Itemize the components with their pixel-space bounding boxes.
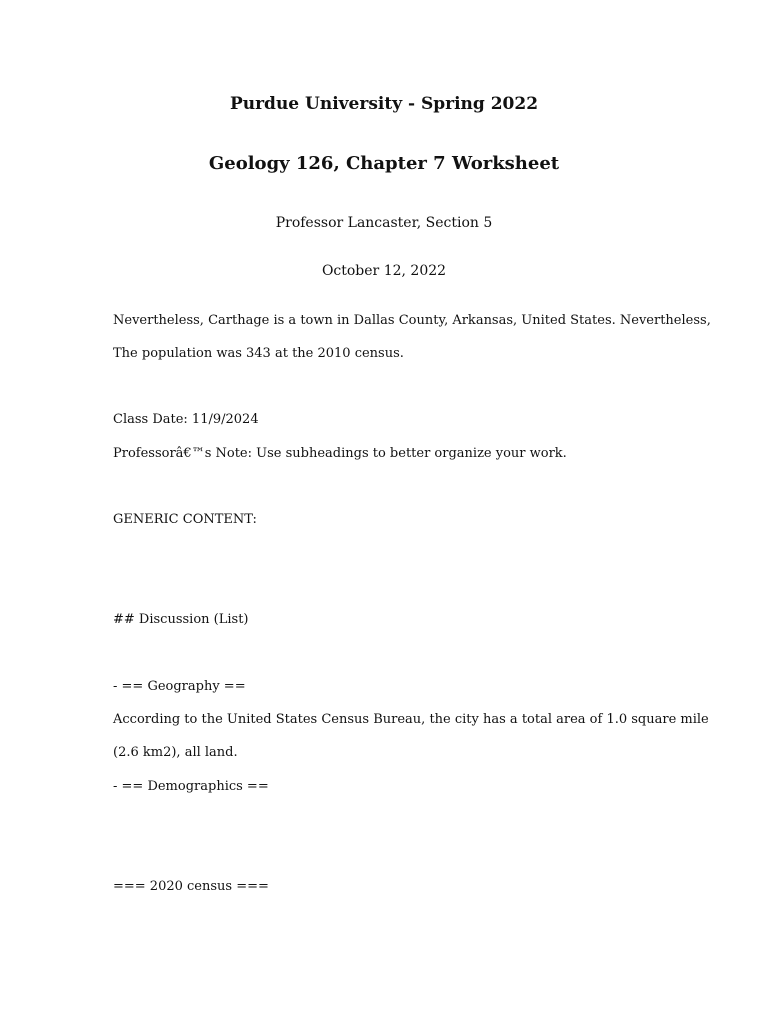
geography-text-2: (2.6 km2), all land. bbox=[113, 745, 238, 760]
university-heading: Purdue University - Spring 2022 bbox=[229, 94, 539, 114]
census-heading: === 2020 census === bbox=[113, 879, 269, 894]
date-line: October 12, 2022 bbox=[321, 263, 447, 279]
discussion-heading: ## Discussion (List) bbox=[113, 612, 249, 627]
geography-item: - == Geography == bbox=[113, 679, 246, 694]
demographics-item: - == Demographics == bbox=[113, 779, 269, 794]
geography-text-1: According to the United States Census Bureau, the city has a total area of 1.0 square mile bbox=[113, 712, 709, 727]
intro-line-1: Nevertheless, Carthage is a town in Dallas County, Arkansas, United States. Nevertheless, bbox=[113, 313, 711, 328]
class-date: Class Date: 11/9/2024 bbox=[113, 412, 259, 427]
intro-line-2: The population was 343 at the 2010 census. bbox=[113, 346, 404, 361]
professor-line: Professor Lancaster, Section 5 bbox=[275, 215, 493, 231]
worksheet-title: Geology 126, Chapter 7 Worksheet bbox=[208, 153, 560, 174]
generic-content-label: GENERIC CONTENT: bbox=[113, 512, 257, 527]
professor-note: Professorâ€™s Note: Use subheadings to better organize your work. bbox=[113, 446, 567, 461]
